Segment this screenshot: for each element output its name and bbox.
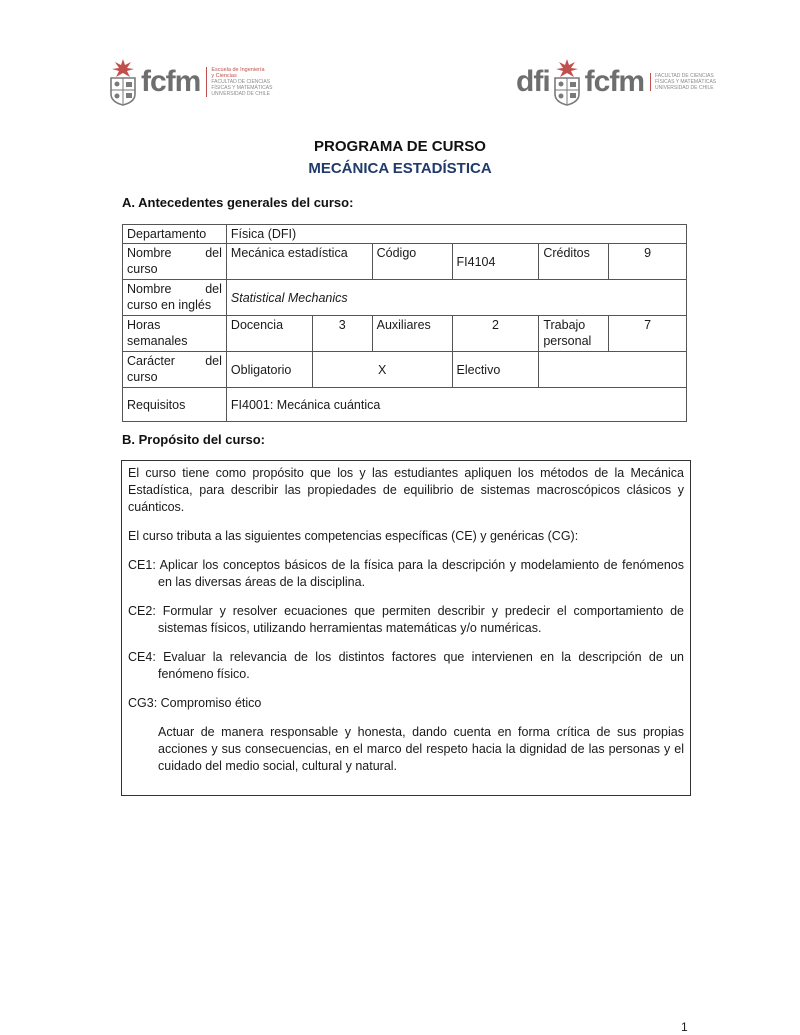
dfi-wordmark: dfi <box>516 65 550 98</box>
ingles-label: Nombre del curso en inglés <box>123 280 227 316</box>
section-a-heading: A. Antecedentes generales del curso: <box>122 195 354 210</box>
document-title: PROGRAMA DE CURSO <box>314 138 486 155</box>
fcfm-tagline: Escuela de Ingeniería y Ciencias FACULTAD DE CIENCIAS FÍSICAS Y MATEMÁTICAS UNIVERSIDAD DE CHILE <box>206 67 272 97</box>
competencia-cg3: CG3: Compromiso ético <box>128 696 262 710</box>
codigo-label: Código <box>372 244 452 280</box>
caracter-label: Carácter del curso <box>123 352 227 388</box>
horas-label: Horas semanales <box>123 316 227 352</box>
nombre-value: Mecánica estadística <box>226 244 372 280</box>
electivo-mark <box>539 352 687 388</box>
dfi-fcfm-logo-right <box>516 58 716 106</box>
competencia-ce2: CE2: Formular y resolver ecuaciones que permiten describir y predecir el comportamiento de sistemas físicos, utilizando herramientas matemáticas y/o numéricas. <box>128 604 684 635</box>
creditos-label: Créditos <box>539 244 609 280</box>
page-number: 1 <box>681 1020 688 1034</box>
competencia-cg3-detail: Actuar de manera responsable y honesta, dando cuenta en forma crítica de sus propias acciones y sus consecuencias, en el marco del respeto hacia la dignidad de las personas y el cuidado del medio social, cultural y natural. <box>158 725 684 773</box>
section-b-heading: B. Propósito del curso: <box>122 432 266 447</box>
requisitos-label: Requisitos <box>123 388 227 422</box>
competencia-ce4: CE4: Evaluar la relevancia de los distintos factores que intervienen en la descripción de un fenómeno físico. <box>128 650 684 681</box>
purpose-box <box>121 460 691 796</box>
trabajo-value: 7 <box>609 316 687 352</box>
purpose-paragraph: El curso tiene como propósito que los y las estudiantes apliquen los métodos de la Mecánica Estadística, para describir las propiedades de equilibrio de sistemas macroscópicos clásicos y cuánticos. <box>128 466 684 514</box>
university-seal-icon <box>108 58 138 106</box>
creditos-value: 9 <box>609 244 687 280</box>
docencia-label: Docencia <box>226 316 312 352</box>
fcfm-tagline: FACULTAD DE CIENCIAS FÍSICAS Y MATEMÁTICAS UNIVERSIDAD DE CHILE <box>650 73 716 91</box>
obligatorio-label: Obligatorio <box>226 352 312 388</box>
requisitos-value: FI4001: Mecánica cuántica <box>226 388 686 422</box>
electivo-label: Electivo <box>452 352 539 388</box>
fcfm-logo-left <box>108 58 272 106</box>
auxiliares-value: 2 <box>452 316 539 352</box>
departamento-label: Departamento <box>123 225 227 244</box>
university-seal-icon <box>552 58 582 106</box>
competencias-intro: El curso tributa a las siguientes competencias específicas (CE) y genéricas (CG): <box>128 529 579 543</box>
course-info-table <box>122 224 687 422</box>
fcfm-wordmark: fcfm <box>141 65 201 98</box>
nombre-label: Nombre del curso <box>123 244 227 280</box>
docencia-value: 3 <box>312 316 372 352</box>
trabajo-label: Trabajo personal <box>539 316 609 352</box>
ingles-value: Statistical Mechanics <box>226 280 686 316</box>
codigo-value: FI4104 <box>452 244 539 280</box>
fcfm-wordmark: fcfm <box>584 65 644 98</box>
departamento-value: Física (DFI) <box>226 225 686 244</box>
competencia-ce1: CE1: Aplicar los conceptos básicos de la física para la descripción y modelamiento de fenómenos en las diversas áreas de la disciplina. <box>128 558 684 589</box>
course-title: MECÁNICA ESTADÍSTICA <box>308 160 492 177</box>
obligatorio-mark: X <box>312 352 452 388</box>
auxiliares-label: Auxiliares <box>372 316 452 352</box>
